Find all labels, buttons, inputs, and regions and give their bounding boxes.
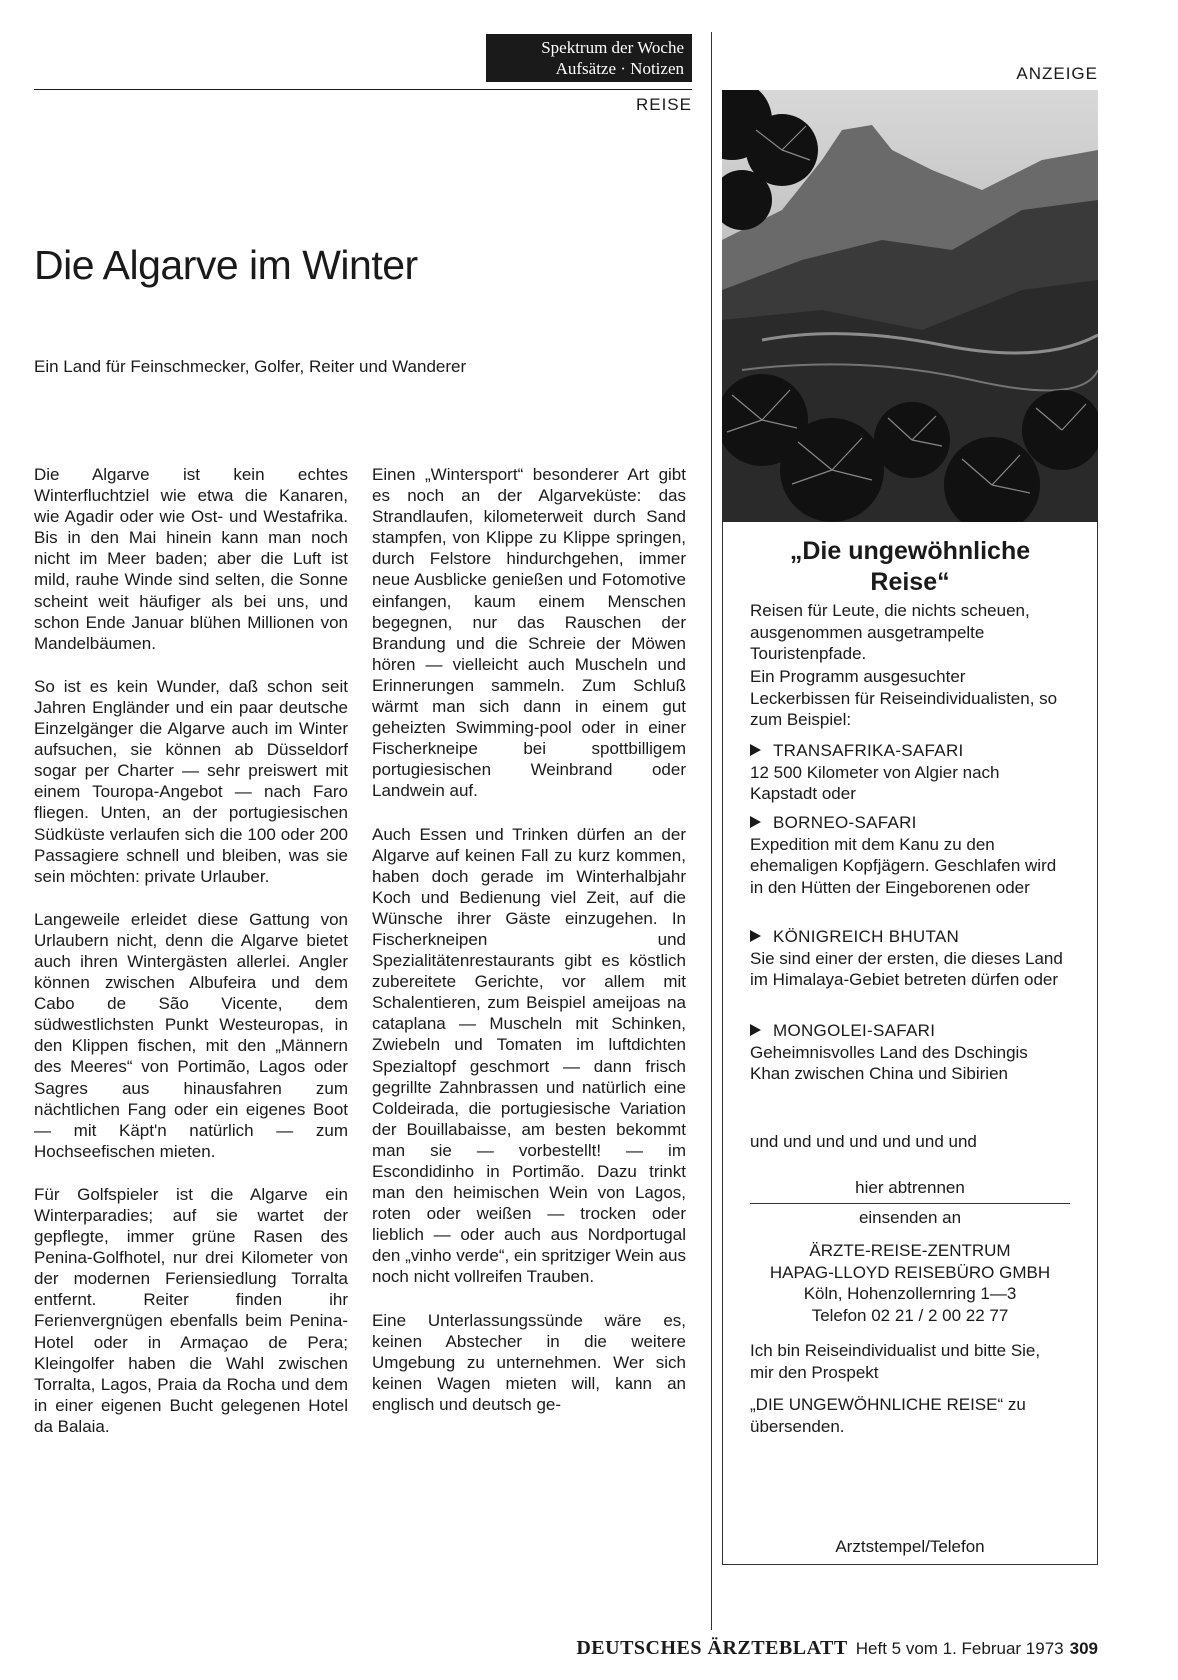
section-badge xyxy=(486,34,692,82)
header-rule xyxy=(34,89,692,90)
ad-item xyxy=(750,1020,1070,1085)
ad-title: „Die ungewöhnliche Reise“ xyxy=(789,537,1031,596)
magazine-name: DEUTSCHES ÄRZTEBLATT xyxy=(576,1637,848,1659)
article-column-2 xyxy=(372,464,686,1437)
paragraph: Einen „Wintersport“ besonderer Art gibt es noch an der Algarveküste: das Strandlaufen, kilometerweit durch Sand stampfen, von Klippe zu Klippe springen, durch Felstore hindurchgehen, immer neue Ausblicke genießen und Fotomotive einfangen, kaum einem Menschen begegnen, nur das Rauschen der Brandung und die Schreie der Möwen hören — vielleicht auch Muscheln und Erinnerungen sammeln. Zum Schluß wärmt man sich dann in einem gut geheizten Swimming-pool oder in einer Fischerkneipe bei spottbilligem portugiesischen Weinbrand oder Landwein auf. xyxy=(372,465,686,801)
ad-item-text: 12 500 Kilometer von Algier nach Kapstadt oder xyxy=(750,762,1000,803)
ad-intro: Reisen für Leute, die nichts scheuen, ausgenommen ausgetrampelte Touristenpfade. xyxy=(750,601,1030,663)
article-title: Die Algarve im Winter xyxy=(34,242,418,288)
ad-intro-2: Ein Programm ausgesuchter Leckerbissen für Reiseindividualisten, so zum Beispiel: xyxy=(750,667,1058,729)
request-text-2: „DIE UNGEWÖHNLICHE REISE“ zu übersenden. xyxy=(750,1395,1026,1436)
page-number: 309 xyxy=(1069,1639,1098,1658)
triangle-bullet-icon xyxy=(750,930,761,942)
issue-info: Heft 5 vom 1. Februar 1973 xyxy=(855,1639,1064,1658)
badge-line-2: Aufsätze · Notizen xyxy=(555,59,684,78)
ad-item-text: Expedition mit dem Kanu zu den ehemaligen Kopfjägern. Geschlafen wird in den Hütten der Eingeborenen oder xyxy=(750,834,1057,897)
triangle-bullet-icon xyxy=(750,744,761,756)
column-divider xyxy=(711,32,712,1630)
paragraph: So ist es kein Wunder, daß schon seit Jahren Engländer und ein paar deutsche Einzelgänger die Algarve auch im Winter aufsuchen, sie können ab Düsseldorf sogar per Charter — sehr preiswert mit einem Touropa-Angebot — nach Faro fliegen. Unten, an der portugiesischen Südküste verlaufen sich die 100 oder 200 Passagiere schnell und bleiben, was sie sein möchten: private Urlauber. xyxy=(34,676,348,886)
paragraph: Auch Essen und Trinken dürfen an der Algarve auf keinen Fall zu kurz kommen, haben doch gerade im Winterhalbjahr Koch und Bedienung viel Zeit, auf die Wünsche ihrer Gäste einzugehen. In Fischerkneipen und Spezialitätenrestaurants gibt es köstlich zubereitete Gerichte, vor allem mit Schalentieren, zum Beispiel ameijoas na cataplana — Muscheln mit Schinken, Zwiebeln und Tomaten im luftdichten Spezialtopf geschmort — dann frisch gegrillte Zahnbrassen und natürlich eine Coldeirada, die portugiesische Variation der Bouillabaisse, am besten bekommt man sie — vorbestellt! — im Escondidinho in Portimão. Dazu trinkt man den heimischen Wein von Lagos, roten oder weißen — trocken oder lieblich — oder auch aus Nordportugal den „vinho verde“, ein spritziger Wein aus noch nicht vollreifen Trauben. xyxy=(372,824,686,1287)
ad-item-name: KÖNIGREICH BHUTAN xyxy=(773,927,960,946)
address-line: ÄRZTE-REISE-ZENTRUM xyxy=(809,1241,1011,1260)
address-line: HAPAG-LLOYD REISEBÜRO GMBH xyxy=(769,1262,1051,1282)
article-column-1 xyxy=(34,464,348,1459)
article-subtitle: Ein Land für Feinschmecker, Golfer, Reiter und Wanderer xyxy=(34,357,467,376)
ad-item-name: TRANSAFRIKA-SAFARI xyxy=(773,741,964,760)
ad-repeat-line: und und und und und und und xyxy=(750,1132,977,1151)
paragraph: Langeweile erleidet diese Gattung von Urlaubern nicht, denn die Algarve bietet auch ihren Wintergästen allerlei. Angler können zwischen Albufeira und dem Cabo de São Vicente, dem südwestlichsten Punkt Westeuropas, in den Klippen fischen, mit den „Männern des Meeres“ von Portimão, Lagos oder Sagres aus hinausfahren zum nächtlichen Fang oder ein eigenes Boot — mit Käpt'n natürlich — zum Hochseefischen mieten. xyxy=(34,909,348,1161)
ad-item xyxy=(750,926,1070,991)
address-block xyxy=(750,1240,1070,1326)
send-label: einsenden an xyxy=(858,1208,962,1227)
ad-label: ANZEIGE xyxy=(1016,64,1098,83)
badge-line-1: Spektrum der Woche xyxy=(541,38,684,57)
page-footer xyxy=(484,1637,1098,1660)
ad-item-text: Geheimnisvolles Land des Dschingis Khan zwischen China und Sibirien xyxy=(750,1042,1028,1083)
address-line: Telefon 02 21 / 2 00 22 77 xyxy=(811,1305,1009,1325)
ad-item xyxy=(750,740,1070,805)
section-label: REISE xyxy=(635,95,692,114)
cut-line xyxy=(750,1203,1070,1204)
landscape-photo xyxy=(722,90,1098,522)
address-line: Köln, Hohenzollernring 1—3 xyxy=(803,1284,1017,1303)
stamp-label: Arztstempel/Telefon xyxy=(835,1537,985,1556)
cut-label: hier abtrennen xyxy=(855,1178,965,1197)
paragraph: Für Golfspieler ist die Algarve ein Winterparadies; auf sie wartet der gepflegte, immer grüne Rasen des Penina-Golfhotel, nur drei Kilometer von der modernen Feriensiedlung Torralta entfernt. Reiter finden ihr Ferienvergnügen ebenfalls beim Penina-Hotel oder in Armaçao de Pera; Kleingolfer haben die Wahl zwischen Torralta, Lagos, Praia da Rocha und dem in einer eigenen Bucht gelegenen Hotel da Balaia. xyxy=(34,1184,348,1436)
paragraph: Die Algarve ist kein echtes Winterfluchtziel wie etwa die Kanaren, wie Agadir oder wie Ost- und Westafrika. Bis in den Mai hinein kann man noch nicht im Meer baden; aber die Luft ist mild, rauhe Winde sind selten, die Sonne scheint weit häufiger als bei uns, und schon Ende Januar blühen Millionen von Mandelbäumen. xyxy=(34,465,348,653)
ad-item xyxy=(750,812,1070,898)
request-text: Ich bin Reiseindividualist und bitte Sie, mir den Prospekt xyxy=(750,1341,1041,1382)
paragraph: Eine Unterlassungssünde wäre es, keinen Abstecher in die weitere Umgebung zu unternehmen. Wer sich keinen Wagen mieten will, kann an englisch und deutsch ge- xyxy=(372,1310,686,1414)
ad-item-text: Sie sind einer der ersten, die dieses Land im Himalaya-Gebiet betreten dürfen oder xyxy=(750,948,1063,989)
ad-item-name: BORNEO-SAFARI xyxy=(773,813,917,832)
triangle-bullet-icon xyxy=(750,1024,761,1036)
ad-item-name: MONGOLEI-SAFARI xyxy=(773,1021,936,1040)
triangle-bullet-icon xyxy=(750,816,761,828)
